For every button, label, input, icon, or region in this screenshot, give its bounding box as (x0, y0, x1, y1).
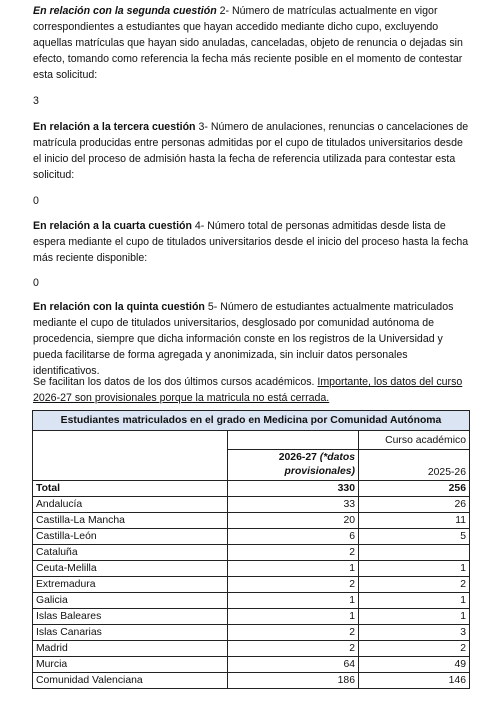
table-row (33, 593, 470, 609)
value-2025-26-cell: 26 (359, 497, 470, 513)
region-cell: Cataluña (33, 545, 228, 561)
question-3-heading: En relación a la tercera cuestión (33, 121, 196, 133)
question-4-answer: 0 (33, 277, 39, 289)
value-2025-26-cell: 1 (359, 593, 470, 609)
value-2025-26-cell (359, 545, 470, 561)
question-5-paragraph (33, 299, 473, 379)
table-row (33, 529, 470, 545)
table-body (33, 481, 470, 689)
column-header-2026-27-label: 2026-27 (278, 452, 320, 463)
question-3-text: 3- Número de anulaciones, renuncias o cancelaciones de matrícula producidas entre personas admitidas por el cupo de titulados universitarios desde el inicio del proceso de admisión hasta la fecha de referencia utilizada para contestar esta solicitud: (33, 121, 469, 181)
question-2-answer: 3 (33, 95, 39, 107)
table-row (33, 609, 470, 625)
value-2026-27-cell: 33 (228, 497, 359, 513)
enrollment-table (32, 410, 470, 689)
region-cell: Extremadura (33, 577, 228, 593)
question-3-paragraph (33, 119, 473, 183)
column-header-2025-26: 2025-26 (359, 450, 470, 481)
value-2025-26-cell: 1 (359, 609, 470, 625)
value-2025-26-cell: 11 (359, 513, 470, 529)
question-2-heading: En relación con la segunda cuestión (33, 5, 217, 17)
table-row (33, 513, 470, 529)
question-4-text: 4- Número total de personas admitidas desde lista de espera mediante el cupo de titulados universitarios desde el inicio del proceso hasta la fecha más reciente disponible: (33, 220, 469, 264)
table-row (33, 641, 470, 657)
value-2026-27-cell: 1 (228, 561, 359, 577)
region-cell: Murcia (33, 657, 228, 673)
region-cell: Galicia (33, 593, 228, 609)
question-4-paragraph (33, 218, 473, 266)
table-row (33, 497, 470, 513)
table-header-spacer (228, 431, 359, 450)
value-2025-26-cell: 1 (359, 561, 470, 577)
region-cell: Total (33, 481, 228, 497)
question-3-answer: 0 (33, 195, 39, 207)
region-cell: Islas Canarias (33, 625, 228, 641)
table-row (33, 625, 470, 641)
data-note (33, 374, 473, 406)
value-2026-27-cell: 2 (228, 641, 359, 657)
table-row-total (33, 481, 470, 497)
value-2026-27-cell: 20 (228, 513, 359, 529)
column-header-2026-27 (228, 450, 359, 481)
value-2025-26-cell: 2 (359, 641, 470, 657)
table-row (33, 673, 470, 689)
question-2-paragraph (33, 3, 473, 83)
value-2025-26-cell: 256 (359, 481, 470, 497)
table-row (33, 577, 470, 593)
table-corner-cell (33, 431, 228, 481)
value-2026-27-cell: 1 (228, 609, 359, 625)
value-2026-27-cell: 2 (228, 625, 359, 641)
region-cell: Ceuta-Melilla (33, 561, 228, 577)
table-row (33, 545, 470, 561)
question-5-text: 5- Número de estudiantes actualmente matriculados mediante el cupo de titulados universitarios, desglosado por comunidad autónoma de procedencia, siempre que dicha información conste en los registros de la Universidad y pueda facilitarse de forma agregada y anonimizada, sin incluir datos personales identificativos. (33, 301, 454, 377)
value-2025-26-cell: 2 (359, 577, 470, 593)
provisional-note: (*datos provisionales) (284, 452, 355, 477)
question-5-heading: En relación con la quinta cuestión (33, 301, 205, 313)
data-note-warning: Importante, los datos del curso 2026-27 son provisionales porque la matricula no está cerrada. (33, 376, 463, 404)
value-2026-27-cell: 6 (228, 529, 359, 545)
region-cell: Castilla-León (33, 529, 228, 545)
value-2025-26-cell: 146 (359, 673, 470, 689)
region-cell: Castilla-La Mancha (33, 513, 228, 529)
region-cell: Islas Baleares (33, 609, 228, 625)
table-row (33, 657, 470, 673)
value-2025-26-cell: 5 (359, 529, 470, 545)
value-2026-27-cell: 64 (228, 657, 359, 673)
academic-year-header: Curso académico (359, 431, 470, 450)
value-2026-27-cell: 2 (228, 577, 359, 593)
value-2026-27-cell: 1 (228, 593, 359, 609)
value-2025-26-cell: 3 (359, 625, 470, 641)
table-row (33, 561, 470, 577)
question-4-heading: En relación a la cuarta cuestión (33, 220, 192, 232)
table-title: Estudiantes matriculados en el grado en Medicina por Comunidad Autónoma (33, 411, 470, 431)
value-2026-27-cell: 330 (228, 481, 359, 497)
value-2026-27-cell: 2 (228, 545, 359, 561)
region-cell: Andalucía (33, 497, 228, 513)
region-cell: Madrid (33, 641, 228, 657)
data-note-text: Se facilitan los datos de los dos últimos cursos académicos. (33, 376, 318, 388)
value-2026-27-cell: 186 (228, 673, 359, 689)
region-cell: Comunidad Valenciana (33, 673, 228, 689)
value-2025-26-cell: 49 (359, 657, 470, 673)
question-2-text: 2- Número de matrículas actualmente en vigor correspondientes a estudiantes que hayan accedido mediante dicho cupo, excluyendo aquellas matrículas que hayan sido anuladas, canceladas, objeto de renuncia o dejadas sin efecto, tomando como referencia la fecha más reciente posible en el momento de contestar esta solicitud: (33, 5, 463, 81)
